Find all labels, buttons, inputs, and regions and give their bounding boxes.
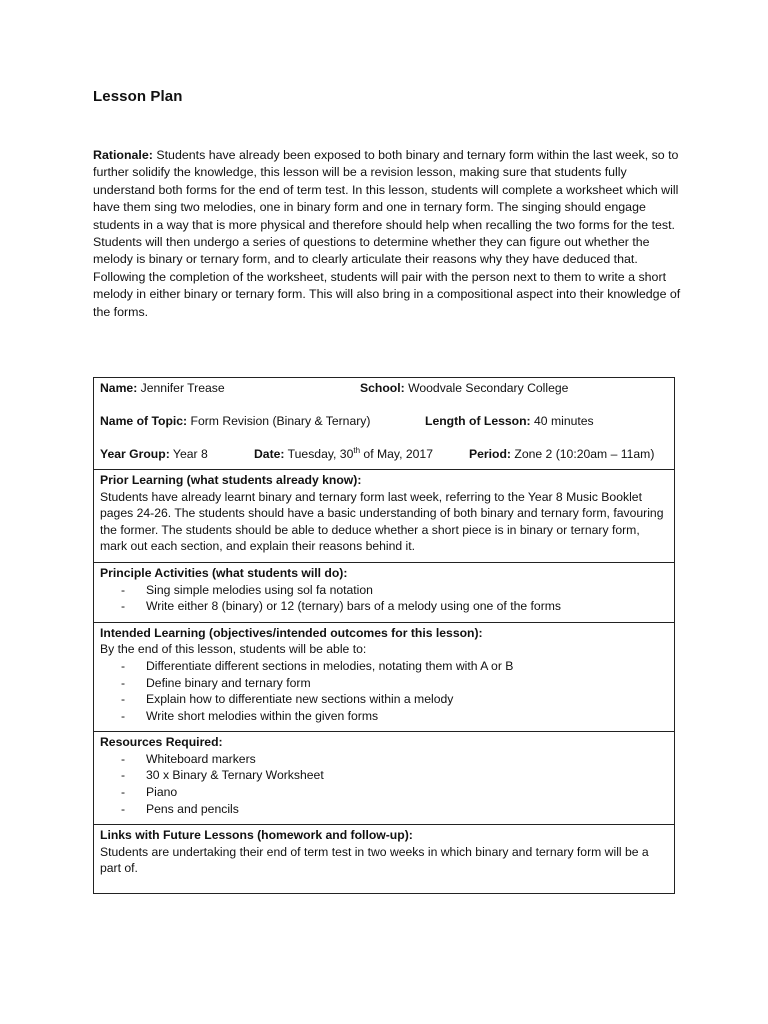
- principle-activities-heading: Principle Activities (what students will do):: [100, 565, 348, 580]
- list-item: - 30 x Binary & Ternary Worksheet: [100, 767, 668, 784]
- prior-learning-text: Students have already learnt binary and ternary form last week, referring to the Year 8 Music Booklet pages 24-26. The students should have a basic understanding of both binary and ternary form, favouring the former. The students should be able to deduce whether a short piece is in binary or ternary form, mark out each section, and explain their reasons behind it.: [100, 489, 664, 554]
- school-value: Woodvale Secondary College: [404, 381, 569, 395]
- list-item: - Write either 8 (binary) or 12 (ternary) bars of a melody using one of the forms: [100, 598, 668, 615]
- prior-learning-heading: Prior Learning (what students already know):: [100, 472, 362, 487]
- list-item: - Pens and pencils: [100, 801, 668, 818]
- name-value: Jennifer Trease: [137, 381, 225, 395]
- date-value: Tuesday, 30th of May, 2017: [284, 446, 433, 462]
- intended-learning-cell: [94, 622, 675, 732]
- list-item: - Explain how to differentiate new sections within a melody: [100, 691, 668, 708]
- intended-learning-list: [100, 658, 668, 724]
- list-item: - Write short melodies within the given forms: [100, 708, 668, 725]
- prior-learning-cell: [94, 469, 675, 562]
- resources-cell: [94, 732, 675, 825]
- topic-label: Name of Topic:: [100, 414, 188, 429]
- year-label: Year Group:: [100, 447, 170, 462]
- list-item: - Piano: [100, 784, 668, 801]
- future-lessons-heading: Links with Future Lessons (homework and follow-up):: [100, 828, 413, 843]
- length-label: Length of Lesson:: [425, 414, 531, 429]
- future-lessons-text: Students are undertaking their end of term test in two weeks in which binary and ternary form will be a part of.: [100, 844, 649, 876]
- page-title: Lesson Plan: [93, 88, 183, 105]
- principle-activities-list: [100, 582, 668, 615]
- year-value: Year 8: [169, 447, 208, 462]
- year-date-period-line: [100, 446, 668, 463]
- topic-value: Form Revision (Binary & Ternary): [187, 414, 371, 429]
- principle-activities-cell: [94, 562, 675, 622]
- intended-learning-intro: By the end of this lesson, students will be able to:: [100, 642, 367, 657]
- period-label: Period:: [469, 447, 511, 462]
- topic-length-line: [100, 413, 668, 430]
- name-label: Name:: [100, 381, 138, 395]
- list-item: - Whiteboard markers: [100, 751, 668, 768]
- lesson-details-cell: [94, 378, 675, 470]
- rationale-paragraph: [93, 147, 683, 321]
- date-label: Date:: [254, 447, 285, 462]
- intended-learning-heading: Intended Learning (objectives/intended outcomes for this lesson):: [100, 625, 483, 640]
- future-lessons-cell: [94, 825, 675, 894]
- name-school-line: [100, 380, 668, 397]
- list-item: - Define binary and ternary form: [100, 675, 668, 692]
- list-item: - Differentiate different sections in melodies, notating them with A or B: [100, 658, 668, 675]
- resources-heading: Resources Required:: [100, 735, 223, 750]
- school-label: School:: [360, 381, 405, 395]
- length-value: 40 minutes: [530, 414, 594, 429]
- resources-list: [100, 751, 668, 817]
- rationale-label: Rationale:: [93, 148, 153, 162]
- lesson-plan-table: [93, 377, 675, 894]
- period-value: Zone 2 (10:20am – 11am): [510, 447, 655, 462]
- rationale-text: Students have already been exposed to both binary and ternary form within the last week, so to further solidify the knowledge, this lesson will be a revision lesson, making sure that students fully understand both forms for the end of term test. In this lesson, students will complete a worksheet which will have them sing two melodies, one in binary form and one in ternary form. The singing should engage students in a way that is more physical and therefore should help when recalling the two forms for the test. Students will then undergo a series of questions to determine whether they can figure out whether the melody is binary or ternary form, and to clearly articulate their reasons why they have deduced that. Following the completion of the worksheet, students will pair with the person next to them to write a short melody in either binary or ternary form. This will also bring in a compositional aspect into their knowledge of the forms.: [93, 148, 681, 319]
- list-item: - Sing simple melodies using sol fa notation: [100, 582, 668, 599]
